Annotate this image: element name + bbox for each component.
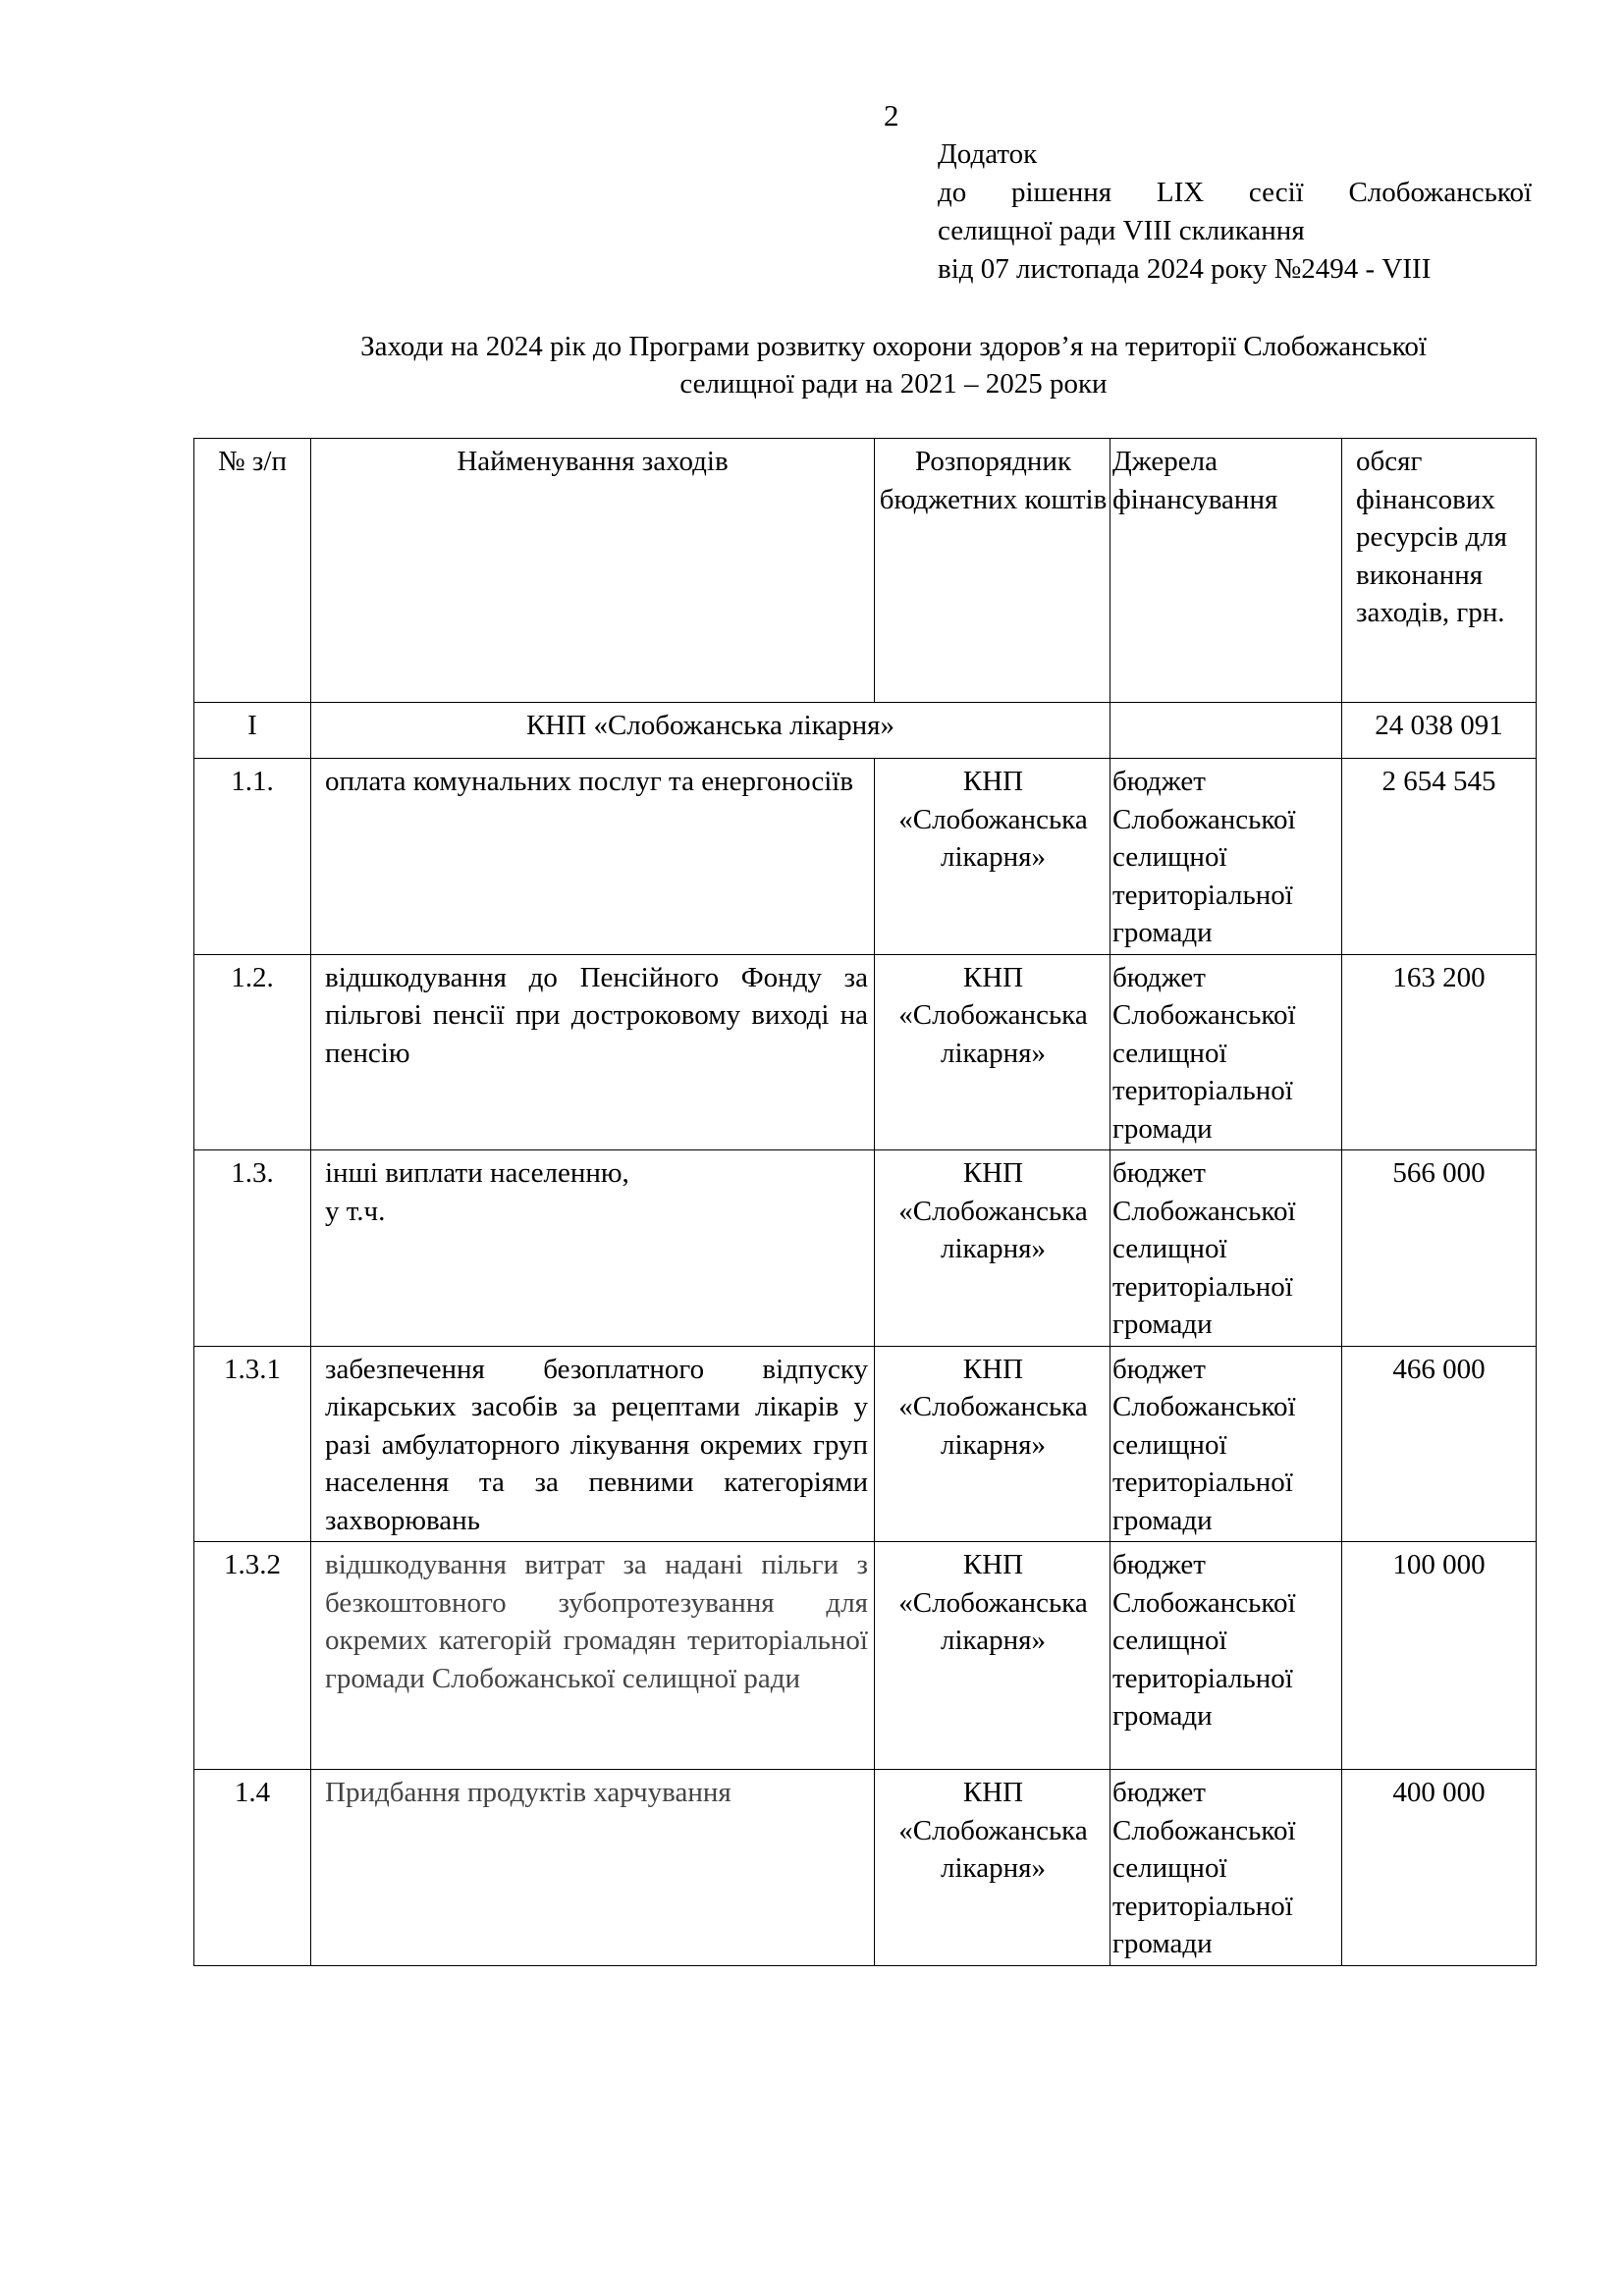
addendum-line-3: селищної ради VIII скликання <box>938 215 1305 246</box>
row-amount: 163 200 <box>1342 954 1537 1150</box>
section-row <box>194 703 1537 759</box>
row-name: відшкодування до Пенсійного Фонду за пільгові пенсії при достроковому виході на пенсію <box>311 954 875 1150</box>
row-manager: КНП «Слобожанська лікарня» <box>875 1346 1110 1542</box>
row-no: 1.1. <box>194 759 311 955</box>
row-amount: 566 000 <box>1342 1150 1537 1347</box>
section-no: I <box>194 703 311 759</box>
document-title <box>191 328 1596 402</box>
section-source-empty <box>1110 703 1342 759</box>
table-header-row <box>194 439 1537 703</box>
row-no: 1.3. <box>194 1150 311 1347</box>
row-no: 1.4 <box>194 1770 311 1966</box>
header-amount: обсяг фінансових ресурсів для виконання заходів, грн. <box>1342 439 1537 703</box>
row-amount: 100 000 <box>1342 1542 1537 1770</box>
row-name: оплата комунальних послуг та енергоносіїв <box>311 759 875 955</box>
row-amount: 2 654 545 <box>1342 759 1537 955</box>
row-manager: КНП «Слобожанська лікарня» <box>875 759 1110 955</box>
row-name-line-1: інші виплати населенню, <box>325 1157 629 1189</box>
row-no: 1.2. <box>194 954 311 1150</box>
table-row <box>194 1346 1537 1542</box>
page-number: 2 <box>884 98 899 133</box>
row-no: 1.3.1 <box>194 1346 311 1542</box>
addendum-line-2: до рішення LIX сесії Слобожанської <box>938 177 1532 208</box>
row-manager: КНП «Слобожанська лікарня» <box>875 1150 1110 1347</box>
header-no: № з/п <box>194 439 311 703</box>
title-line-1: Заходи на 2024 рік до Програми розвитку охорони здоров’я на території Слобожанської <box>360 331 1427 362</box>
table-row <box>194 1150 1537 1347</box>
row-manager: КНП «Слобожанська лікарня» <box>875 1542 1110 1770</box>
row-source: бюджет Слобожанської селищної територіальної громади <box>1110 1770 1342 1966</box>
row-name-line-2: у т.ч. <box>325 1195 386 1227</box>
row-source: бюджет Слобожанської селищної територіальної громади <box>1110 759 1342 955</box>
section-amount: 24 038 091 <box>1342 703 1537 759</box>
row-source: бюджет Слобожанської селищної територіальної громади <box>1110 1542 1342 1770</box>
header-manager: Розпорядник бюджетних коштів <box>875 439 1110 703</box>
row-no: 1.3.2 <box>194 1542 311 1770</box>
row-name <box>311 1150 875 1347</box>
row-source: бюджет Слобожанської селищної територіальної громади <box>1110 1346 1342 1542</box>
addendum-line-1: Додаток <box>938 138 1038 170</box>
row-name: забезпечення безоплатного відпуску лікарських засобів за рецептами лікарів у разі амбулаторного лікування окремих груп населення та за певними категоріями захворювань <box>311 1346 875 1542</box>
table-row <box>194 759 1537 955</box>
table-row <box>194 954 1537 1150</box>
row-name: відшкодування витрат за надані пільги з безкоштовного зубопротезування для окремих категорій громадян територіальної громади Слобожанської селищної ради <box>311 1542 875 1770</box>
header-name: Найменування заходів <box>311 439 875 703</box>
row-source: бюджет Слобожанської селищної територіальної громади <box>1110 954 1342 1150</box>
measures-table <box>193 438 1537 1966</box>
table-row <box>194 1770 1537 1966</box>
row-manager: КНП «Слобожанська лікарня» <box>875 1770 1110 1966</box>
row-amount: 400 000 <box>1342 1770 1537 1966</box>
section-name: КНП «Слобожанська лікарня» <box>311 703 1110 759</box>
row-source: бюджет Слобожанської селищної територіальної громади <box>1110 1150 1342 1347</box>
table-row <box>194 1542 1537 1770</box>
addendum-block <box>938 135 1532 289</box>
header-source: Джерела фінансування <box>1110 439 1342 703</box>
row-manager: КНП «Слобожанська лікарня» <box>875 954 1110 1150</box>
row-amount: 466 000 <box>1342 1346 1537 1542</box>
addendum-line-4: від 07 листопада 2024 року №2494 - VIII <box>938 253 1432 285</box>
row-name: Придбання продуктів харчування <box>311 1770 875 1966</box>
title-line-2: селищної ради на 2021 – 2025 роки <box>679 368 1108 400</box>
